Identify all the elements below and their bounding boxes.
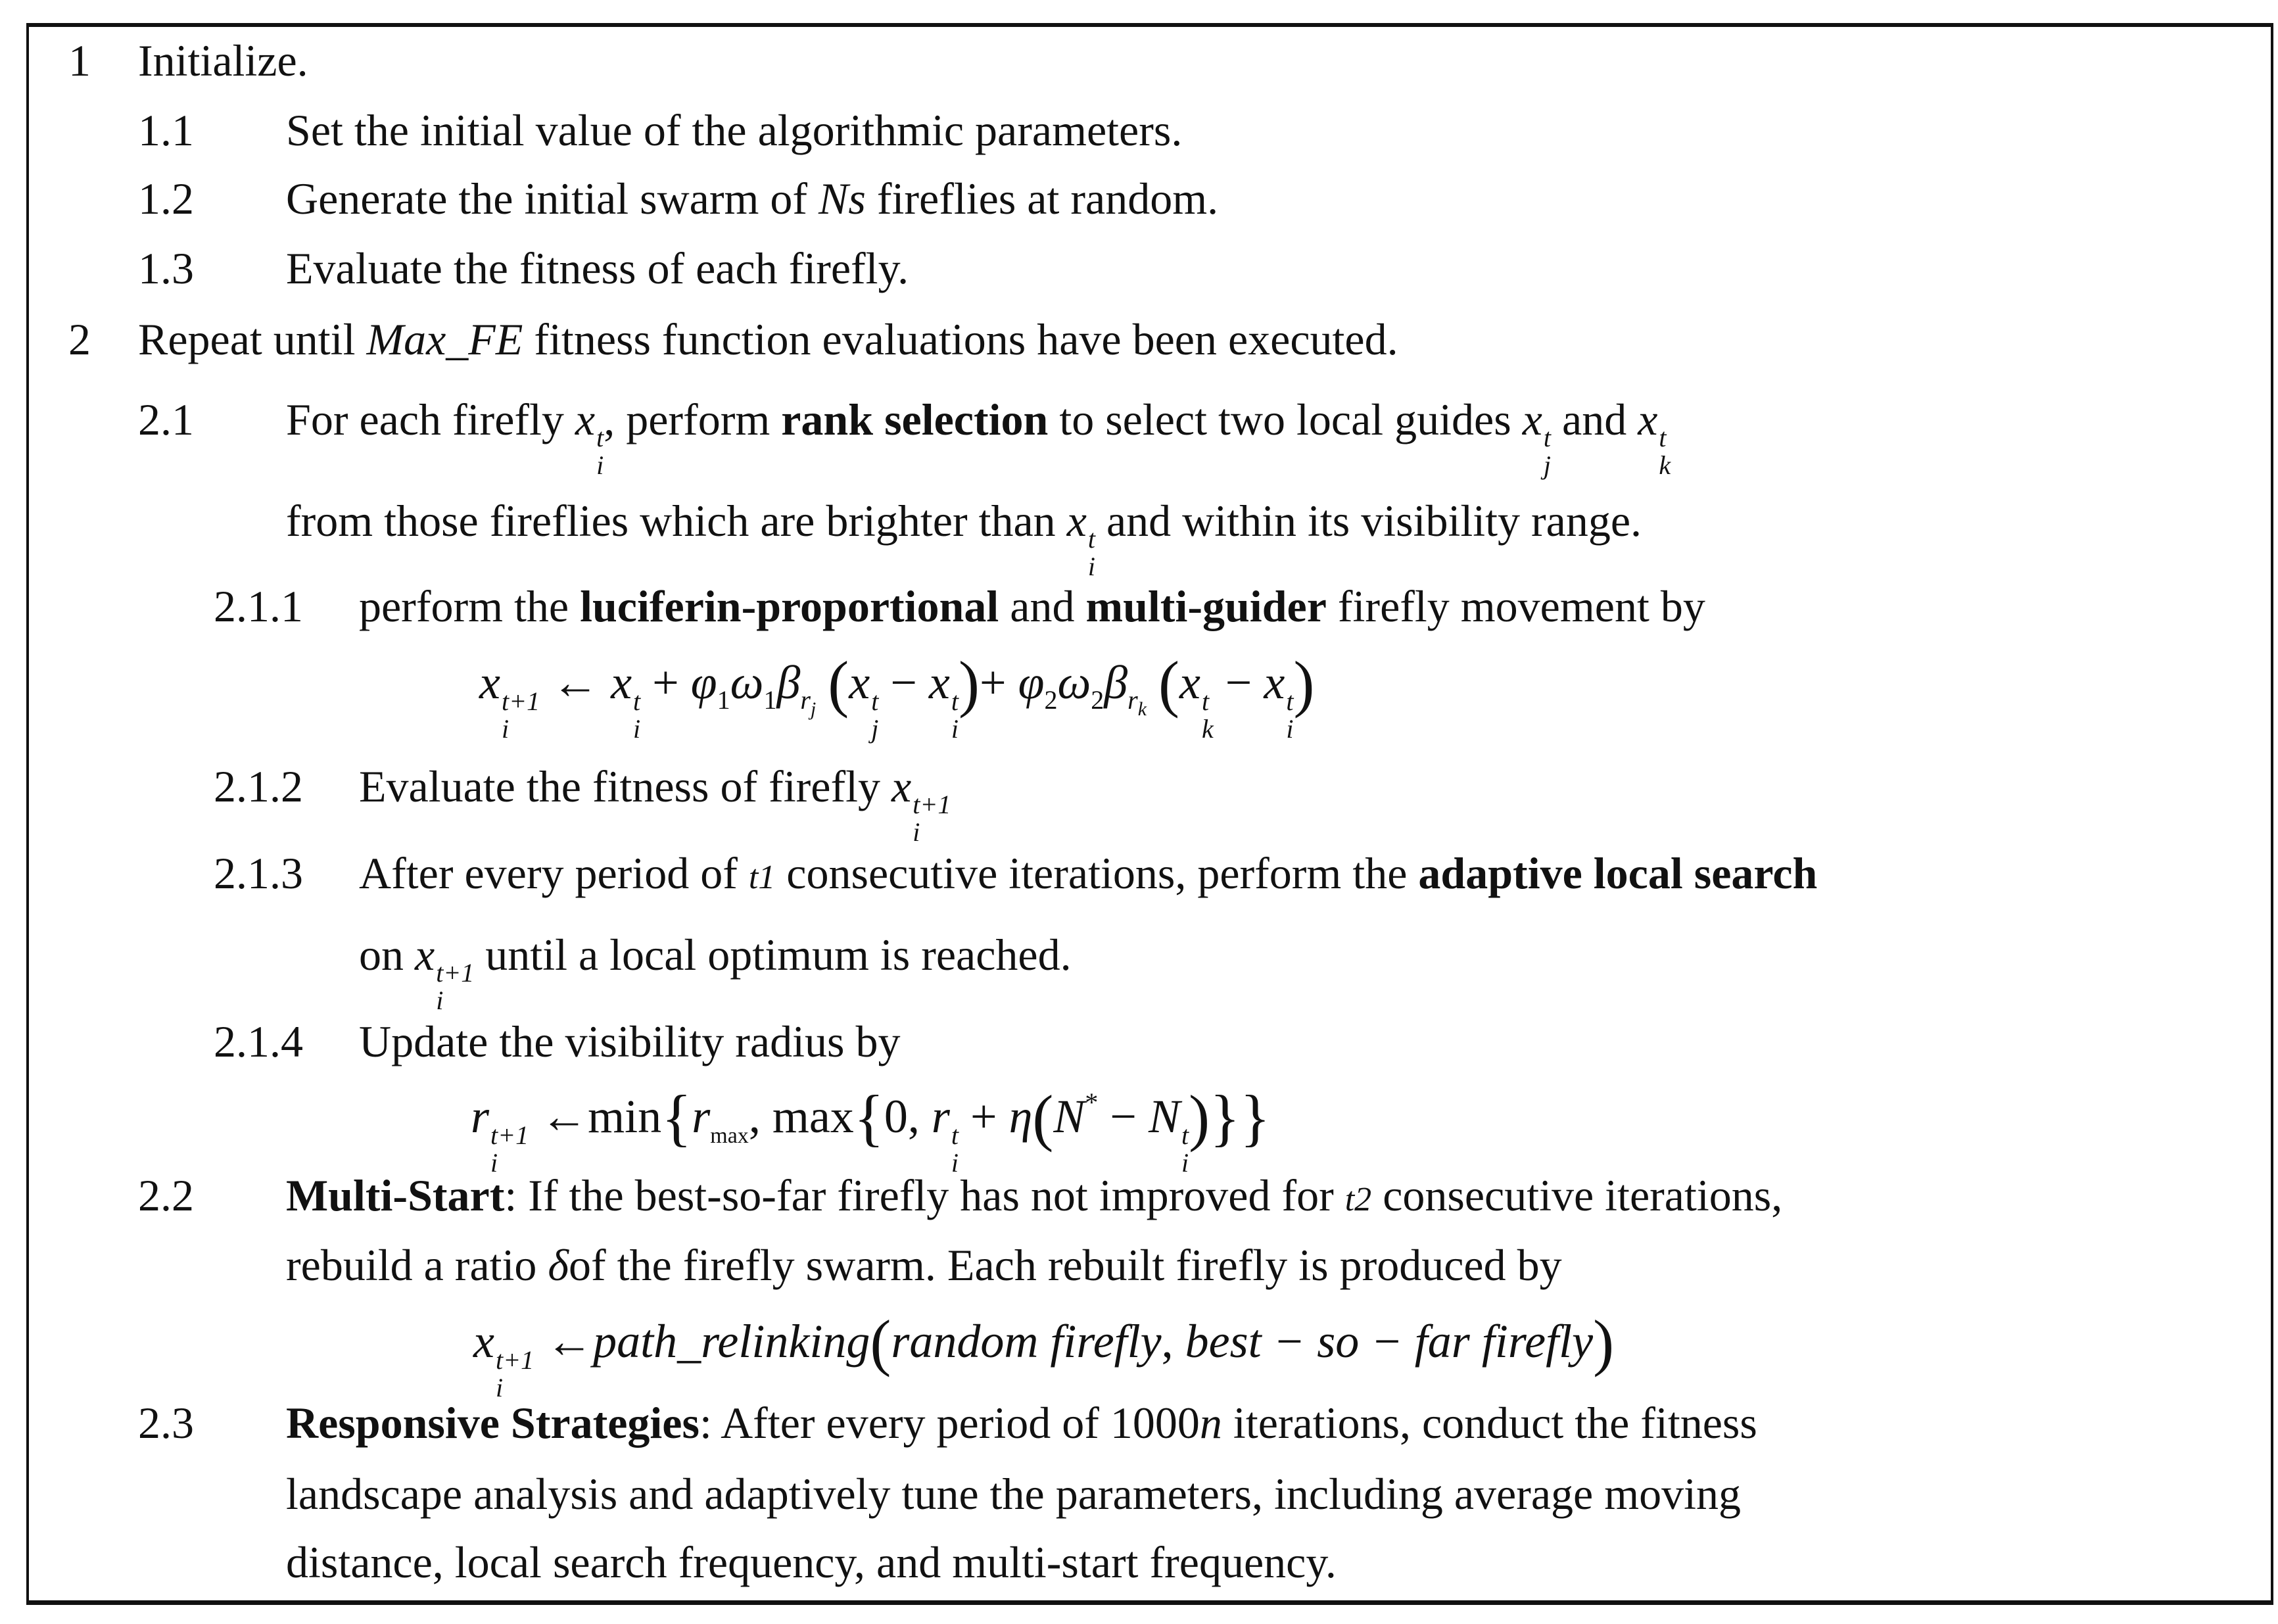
text: Generate the initial swarm of [286,174,819,224]
step-text-2-2-line2 [286,1240,1562,1290]
text: Evaluate the fitness of firefly [359,761,892,811]
bold-multi-guider: multi-guider [1085,581,1327,631]
text: perform the [359,581,581,631]
text: After every period of [359,848,749,898]
text: and within its visibility range. [1106,496,1642,546]
variable-n: n [1199,1398,1222,1448]
text: rebuild a ratio [286,1240,548,1290]
step-number-1: 1 [68,36,91,85]
step-number-2-1-3: 2.1.3 [214,848,303,898]
text: and [1562,394,1638,444]
text: and [999,581,1086,631]
text: : If the best-so-far firefly has not improved for [504,1170,1345,1220]
text: fitness function evaluations have been executed. [523,314,1398,364]
math-x-j-t: x t j [1522,394,1552,480]
step-text-2-1-3-line2 [359,932,1072,1015]
variable-t2: t2 [1344,1181,1372,1218]
step-number-2-1-4: 2.1.4 [214,1016,303,1066]
text: Repeat until [138,314,367,364]
text: on [359,930,415,980]
step-number-2-2: 2.2 [138,1170,194,1220]
math-x-i-t1: x t+1 i [415,930,475,1015]
step-text-2-1-line2 [286,498,1642,581]
visibility-radius-formula: r t+1 i $\leftarrow\min\{r_{max}$, max{0, r t i + η(N* − N t i )}} [471,1082,1271,1178]
step-text-2 [138,314,1398,364]
math-x-i-t: x t i [1066,496,1095,581]
bold-adaptive-local-search: adaptive local search [1418,848,1818,898]
bold-responsive-strategies: Responsive Strategies [286,1398,700,1448]
math-x-i-t1: x t+1 i [891,761,951,847]
text: to select two local guides [1048,394,1523,444]
step-number-1-2: 1.2 [138,174,194,224]
text: : After every period of 1000 [699,1398,1200,1448]
path-relinking-formula: x t+1 i ←path_relinking(random firefly, best − so − far firefly) [473,1307,1615,1402]
step-number-2-1-2: 2.1.2 [214,761,303,811]
step-number-1-1: 1.1 [138,105,194,155]
step-text-2-1-1 [359,581,1705,631]
text: of the firefly swarm. Each rebuilt firefly is produced by [569,1240,1562,1290]
movement-formula: x t+1 i ← x t i + $\varphi_1\omega_1\beta_{rj}$ (x t j − x t i )+ $\varphi_2\omega_2\beta_{rk}$ (x t k − x t i ) [479,648,1315,744]
text: iterations, conduct the fitness [1222,1398,1757,1448]
variable-delta: δ [548,1240,569,1290]
math-x-k-t: x t k [1638,394,1671,480]
step-text-2-1-4: Update the visibility radius by [359,1016,901,1066]
step-number-2-1-1: 2.1.1 [214,581,303,631]
step-text-2-3-line1 [286,1398,1757,1448]
step-text-2-2-line1 [286,1170,1783,1220]
step-text-2-1-line1 [286,394,1671,480]
text: firefly movement by [1326,581,1705,631]
bold-multi-start: Multi-Start [286,1170,505,1220]
variable-t1: t1 [748,859,776,896]
step-text-2-3-line3: distance, local search frequency, and multi-start frequency. [286,1537,1337,1587]
step-number-2-1: 2.1 [138,394,194,444]
text: until a local optimum is reached. [474,930,1072,980]
variable-max-fe: Max_FE [366,314,523,364]
step-text-1-2 [286,174,1219,224]
text: fireflies at random. [865,174,1219,224]
variable-ns: Ns [819,174,866,224]
step-text-1: Initialize. [138,36,308,85]
step-text-2-1-2 [359,761,951,847]
step-text-2-3-line2: landscape analysis and adaptively tune the parameters, including average moving [286,1469,1741,1519]
bold-luciferin: luciferin-proportional [580,581,999,631]
bold-rank-selection: rank selection [781,394,1049,444]
step-text-2-1-3-line1 [359,848,1818,898]
text: consecutive iterations, [1371,1170,1783,1220]
step-number-1-3: 1.3 [138,243,194,293]
step-text-1-3: Evaluate the fitness of each firefly. [286,243,909,293]
step-number-2: 2 [68,314,91,364]
step-number-2-3: 2.3 [138,1398,194,1448]
text: For each firefly [286,394,575,444]
text: consecutive iterations, perform the [775,848,1419,898]
text: from those fireflies which are brighter than [286,496,1067,546]
step-text-1-1: Set the initial value of the algorithmic parameters. [286,105,1183,155]
text: , perform [604,394,782,444]
math-x-i-t: x t i [575,394,604,480]
